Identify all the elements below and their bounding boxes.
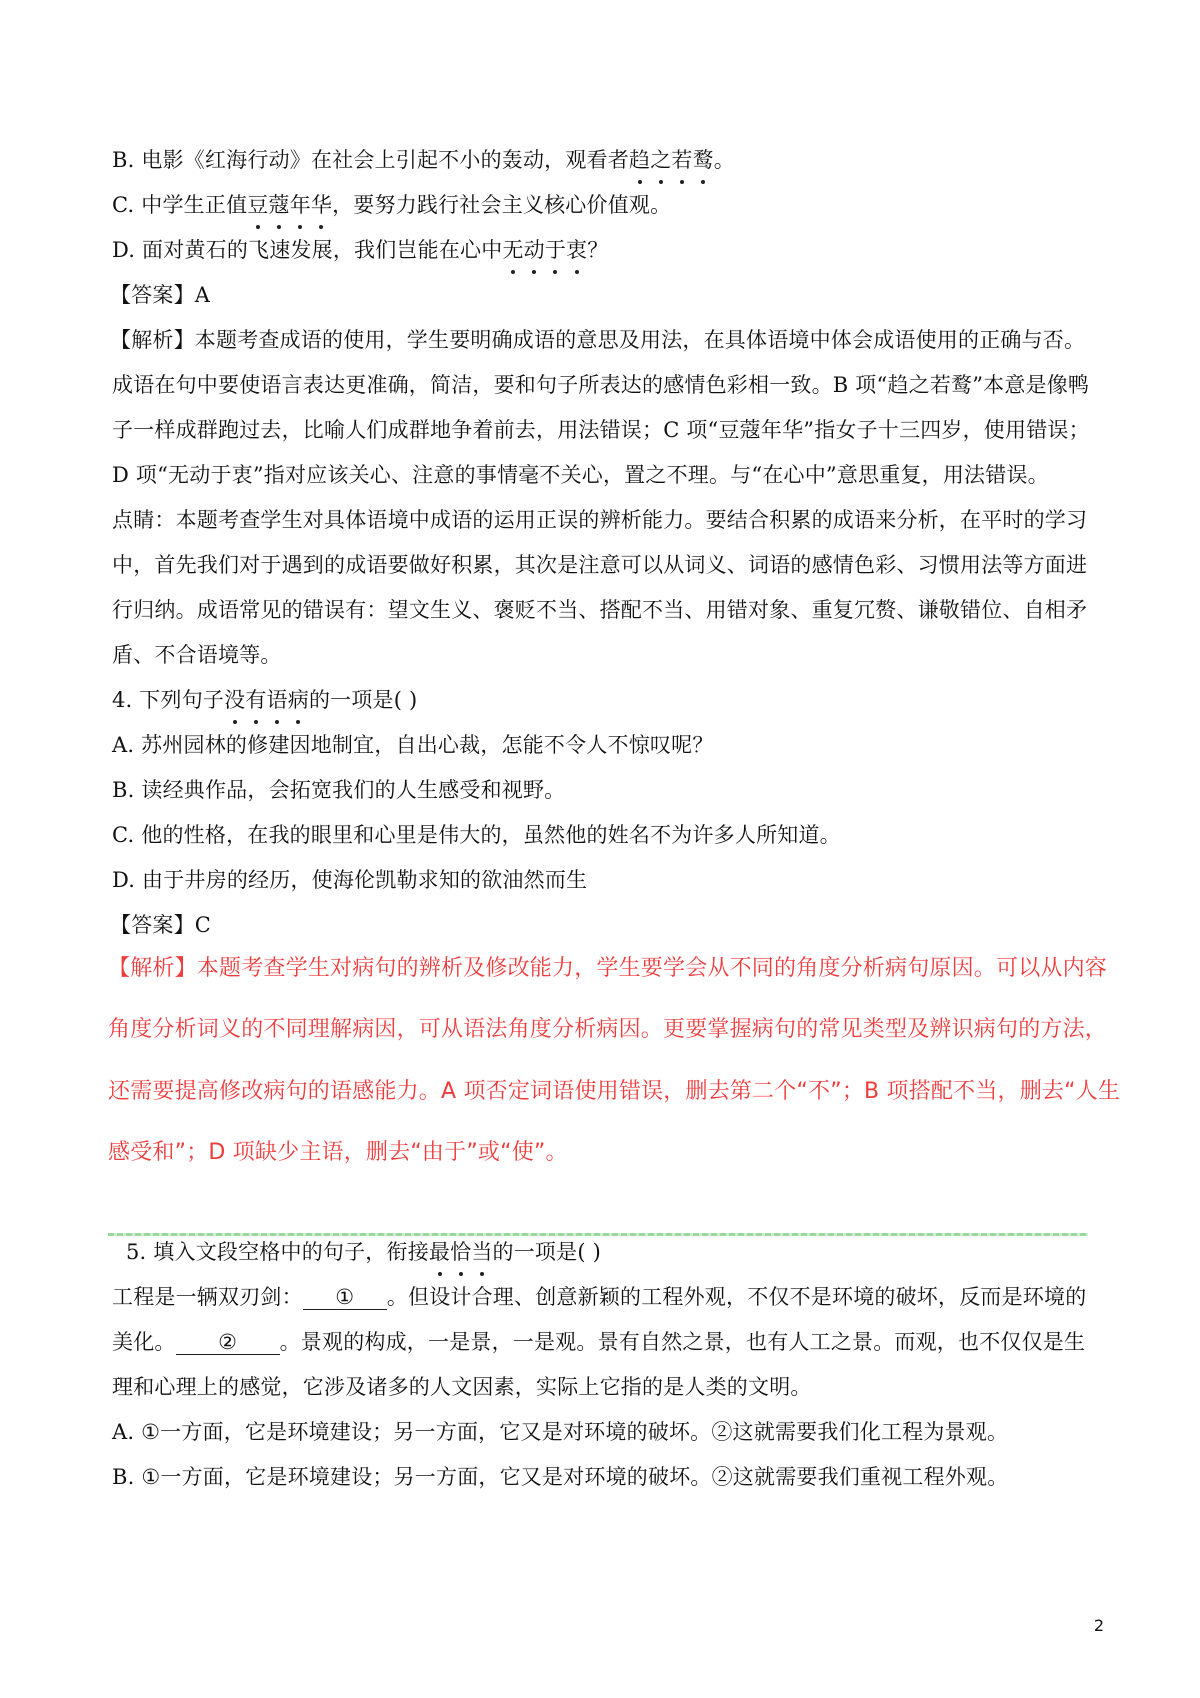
dotted-char: 年	[289, 193, 311, 217]
blank-2: ②	[176, 1330, 280, 1355]
q4-stem-post: 的一项是( )	[308, 688, 418, 712]
q4-option-d: D. 由于井房的经历，使海伦凯勒求知的欲油然而生	[112, 868, 588, 892]
q5-option-b: B. ①一方面，它是环境建设；另一方面，它又是对环境的破坏。②这就需要我们重视工程外观。	[112, 1465, 1009, 1489]
q3-analysis-line: 成语在句中要使语言表达更准确，简洁，要和句子所表达的感情色彩相一致。B 项“趋之若鹜”本意是像鸭	[112, 373, 1090, 397]
q3-option-b	[112, 146, 735, 174]
q4-option-b: B. 读经典作品，会拓宽我们的人生感受和视野。	[112, 778, 566, 802]
q4-option-c: C. 他的性格，在我的眼里和心里是伟大的，虽然他的姓名不为许多人所知道。	[112, 823, 841, 847]
q3-analysis-line: 行归纳。成语常见的错误有：望文生义、褒贬不当、搭配不当、用错对象、重复冗赘、谦敬错位、自相矛	[112, 598, 1088, 622]
q3-analysis-line: 点睛：本题考查学生对具体语境中成语的运用正误的辨析能力。要结合积累的成语来分析，在平时的学习	[112, 508, 1088, 532]
q3-option-c-post: ，要努力践行社会主义核心价值观。	[332, 193, 672, 217]
dotted-char: 华	[310, 193, 333, 217]
dotted-char: 于	[544, 238, 567, 262]
q4-analysis-line: 角度分析词义的不同理解病因，可从语法角度分析病因。更要掌握病句的常见类型及辨识病句的方法，	[108, 1017, 1108, 1042]
q3-analysis-line: 子一样成群跑过去，比喻人们成群地争着前去，用法错误；C 项“豆蔻年华”指女子十三四岁，使用错误；	[112, 418, 1090, 442]
q3-option-d	[112, 236, 608, 264]
dotted-char: 豆	[247, 193, 269, 217]
q5-paragraph-line	[112, 1283, 1086, 1311]
dotted-char: 最	[428, 1240, 451, 1264]
q4-analysis-line: 感受和”；D 项缺少主语，删去“由于”或“使”。	[108, 1140, 568, 1165]
q5-para2-pre: 美化。	[112, 1330, 176, 1354]
q5-para2-post: 。景观的构成，一是景，一是观。景有自然之景，也有人工之景。而观，也不仅仅是生	[279, 1330, 1086, 1354]
q3-option-c-pre: C. 中学生正值	[112, 193, 248, 217]
q5-para1-pre: 工程是一辆双刃剑：	[112, 1285, 303, 1309]
q5-stem-pre: 5. 填入文段空格中的句子，衔接	[126, 1240, 429, 1264]
dotted-char: 动	[523, 238, 545, 262]
dotted-char: 无	[502, 238, 524, 262]
dotted-char: 趋	[628, 148, 651, 172]
q3-option-b-pre: B. 电影《红海行动》在社会上引起不小的轰动，观看者	[112, 148, 629, 172]
dotted-char: 鹜	[692, 148, 714, 172]
dotted-char: 蔻	[268, 193, 290, 217]
dotted-char: 衷	[566, 238, 588, 262]
q3-answer: 【答案】A	[110, 283, 211, 307]
q5-stem	[126, 1238, 601, 1266]
dotted-char: 若	[671, 148, 693, 172]
q4-stem	[112, 686, 417, 714]
q3-analysis-line: 盾、不合语境等。	[112, 643, 282, 667]
q3-option-b-post: 。	[713, 148, 735, 172]
q4-stem-pre: 4. 下列句子	[112, 688, 225, 712]
q3-option-d-pre: D. 面对黄石的飞速发展，我们岂能在心中	[112, 238, 503, 262]
q3-option-c	[112, 191, 671, 219]
q3-analysis-line: 中，首先我们对于遇到的成语要做好积累，其次是注意可以从词义、词语的感情色彩、习惯用法等方面进	[112, 553, 1088, 577]
q5-para1-post: 。但设计合理、创意新颖的工程外观，不仅不是环境的破坏，反而是环境的	[386, 1285, 1087, 1309]
q4-answer: 【答案】C	[110, 913, 212, 937]
q5-stem-post: 的一项是( )	[492, 1240, 601, 1264]
dotted-char: 语	[266, 688, 288, 712]
dotted-char: 病	[287, 688, 309, 712]
q3-option-d-post: ？	[587, 238, 609, 262]
q5-paragraph-line: 理和心理上的感觉，它涉及诸多的人文因素，实际上它指的是人类的文明。	[112, 1375, 812, 1399]
dotted-char: 没	[224, 688, 246, 712]
page-number: 2	[1093, 1616, 1104, 1635]
q4-analysis-line: 还需要提高修改病句的语感能力。A 项否定词语使用错误，删去第二个“不”；B 项搭配不当，删去“人生	[108, 1079, 1121, 1104]
q3-analysis-line: 【解析】本题考查成语的使用，学生要明确成语的意思及用法，在具体语境中体会成语使用的正确与否。	[110, 328, 1086, 352]
q3-analysis-line: D 项“无动于衷”指对应该关心、注意的事情毫不关心，置之不理。与“在心中”意思重复，用法错误。	[112, 463, 1049, 487]
dotted-char: 之	[650, 148, 672, 172]
dotted-char: 有	[245, 688, 267, 712]
divider-line	[108, 1233, 1088, 1236]
q5-paragraph-line	[112, 1328, 1085, 1356]
blank-1: ①	[303, 1285, 387, 1310]
dotted-char: 当	[471, 1240, 493, 1264]
q4-option-a: A. 苏州园林的修建因地制宜，自出心裁，怎能不令人不惊叹呢？	[112, 733, 714, 757]
q4-analysis-line: 【解析】本题考查学生对病句的辨析及修改能力，学生要学会从不同的角度分析病句原因。可以从内容	[108, 956, 1108, 981]
dotted-char: 恰	[450, 1240, 472, 1264]
q5-option-a: A. ①一方面，它是环境建设；另一方面，它又是对环境的破坏。②这就需要我们化工程为景观。	[112, 1420, 1009, 1444]
